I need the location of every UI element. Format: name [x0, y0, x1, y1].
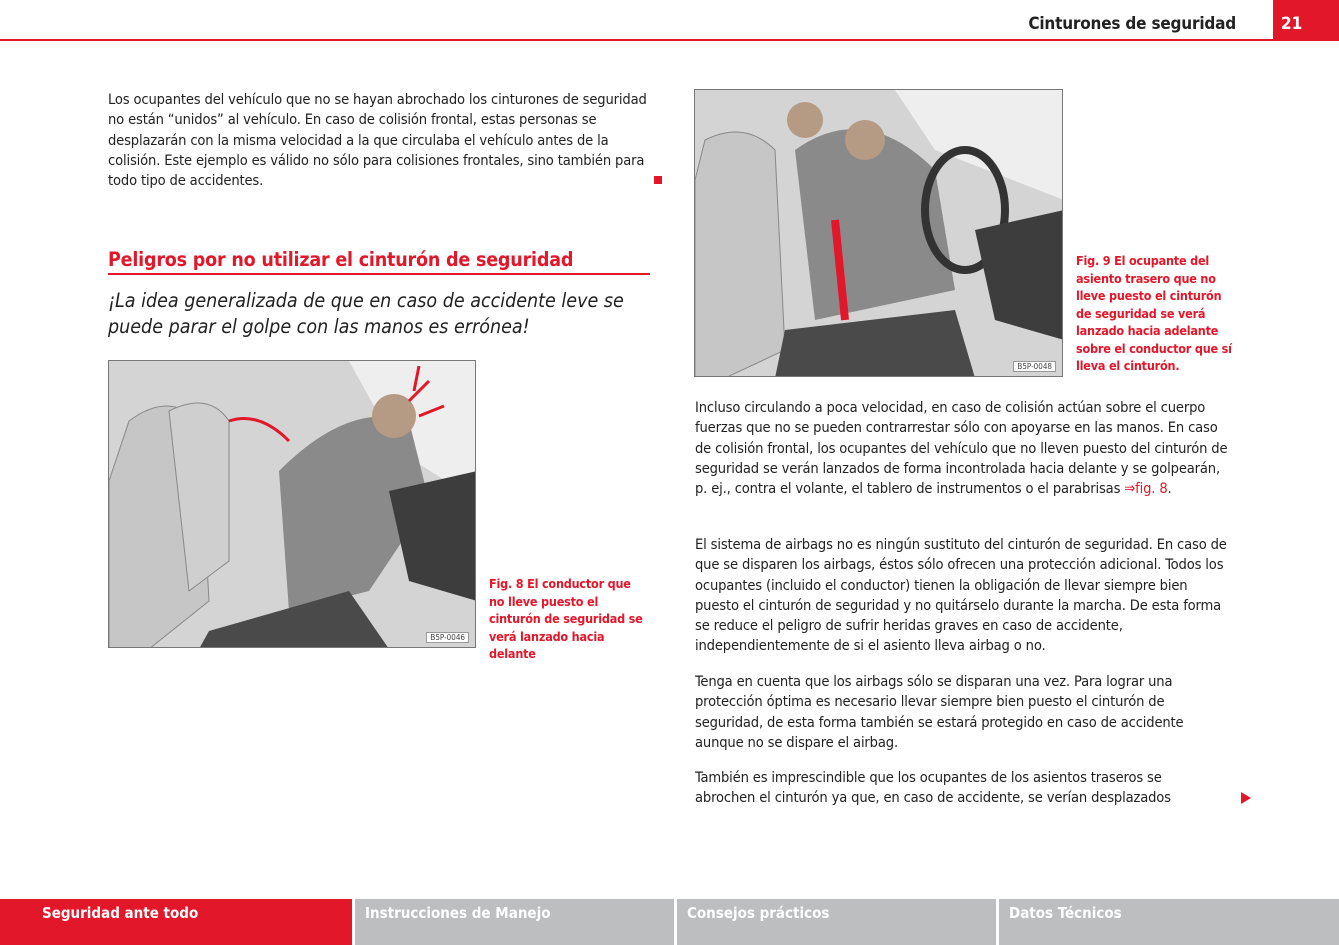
- figure-8-caption: Fig. 8 El conductor que no lleve puesto el cinturón de seguridad se verá lanzado hacia delante: [489, 576, 643, 661]
- figure-code: B5P-0046: [426, 632, 469, 643]
- section-heading: Peligros por no utilizar el cinturón de seguridad: [108, 248, 650, 275]
- continue-arrow-icon: [1241, 792, 1251, 804]
- figure-8-image: [108, 360, 476, 648]
- rear-passenger-illustration: [695, 90, 1063, 377]
- end-marker: [654, 176, 662, 184]
- figure-code: B5P-0048: [1013, 361, 1056, 372]
- paragraph-1-text: Incluso circulando a poca velocidad, en caso de colisión actúan sobre el cuerpo fuerzas que no se pueden contrarrestar sólo con apoyarse en las manos. En caso de colisión frontal, los ocupantes del vehículo que no lleven puesto del cinturón de seguridad se verán lanzados de forma incontrolada hacia delante y se golpearán, p. ej., contra el volante, el tablero de instrumentos o el parabrisas: [695, 399, 1228, 498]
- intro-paragraph: Los ocupantes del vehículo que no se hayan abrochado los cinturones de seguridad no están “unidos” al vehículo. En caso de colisión frontal, estas personas se desplazarán con la misma velocidad a la que circulaba el vehículo antes de la colisión. Este ejemplo es válido no sólo para colisiones frontales, sino también para todo tipo de accidentes.: [108, 91, 647, 190]
- header-rule: [0, 39, 1339, 41]
- page-number: 21: [1273, 0, 1339, 40]
- figure-9-caption: Fig. 9 El ocupante del asiento trasero que no lleve puesto el cinturón de seguridad se verá lanzado hacia adelante sobre el conductor que sí lleva el cinturón.: [1076, 253, 1232, 373]
- paragraph-4: También es imprescindible que los ocupantes de los asientos traseros se abrochen el cinturón ya que, en caso de accidente, se verían desplazados: [695, 769, 1171, 807]
- subheading: ¡La idea generalizada de que en caso de accidente leve se puede parar el golpe con las manos es errónea!: [108, 289, 624, 338]
- section-title: Cinturones de seguridad: [1028, 14, 1236, 34]
- footer-tab-seguridad[interactable]: Seguridad ante todo: [0, 899, 352, 945]
- footer-tab-consejos[interactable]: Consejos prácticos: [677, 899, 996, 945]
- paragraph-2: El sistema de airbags no es ningún sustituto del cinturón de seguridad. En caso de que se disparen los airbags, éstos sólo ofrecen una protección adicional. Todos los ocupantes (incluido el conductor) tienen la obligación de llevar siempre bien puesto el cinturón de seguridad y no quitárselo durante la marcha. De esta forma se reduce el peligro de sufrir heridas graves en caso de accidente, independientemente de si el asiento lleva airbag o no.: [695, 536, 1227, 655]
- driver-illustration: [109, 361, 476, 648]
- figure-9-image: [694, 89, 1063, 377]
- paragraph-1: Incluso circulando a poca velocidad, en caso de colisión actúan sobre el cuerpo fuerzas que no se pueden contrarrestar sólo con apoyarse en las manos. En caso de colisión frontal, los ocupantes del vehículo que no lleven puesto del cinturón de seguridad se verán lanzados de forma incontrolada hacia delante y se golpearán, p. ej., contra el volante, el tablero de instrumentos o el parabrisas ⇒fig. 8.: [695, 399, 1228, 498]
- footer-tab-datos[interactable]: Datos Técnicos: [999, 899, 1339, 945]
- footer-tab-instrucciones[interactable]: Instrucciones de Manejo: [355, 899, 674, 945]
- fig-8-link[interactable]: ⇒fig. 8: [1124, 480, 1168, 498]
- paragraph-3: Tenga en cuenta que los airbags sólo se disparan una vez. Para lograr una protección óptima es necesario llevar siempre bien puesto el cinturón de seguridad, de esta forma también se estará protegido en caso de accidente aunque no se dispare el airbag.: [695, 673, 1184, 751]
